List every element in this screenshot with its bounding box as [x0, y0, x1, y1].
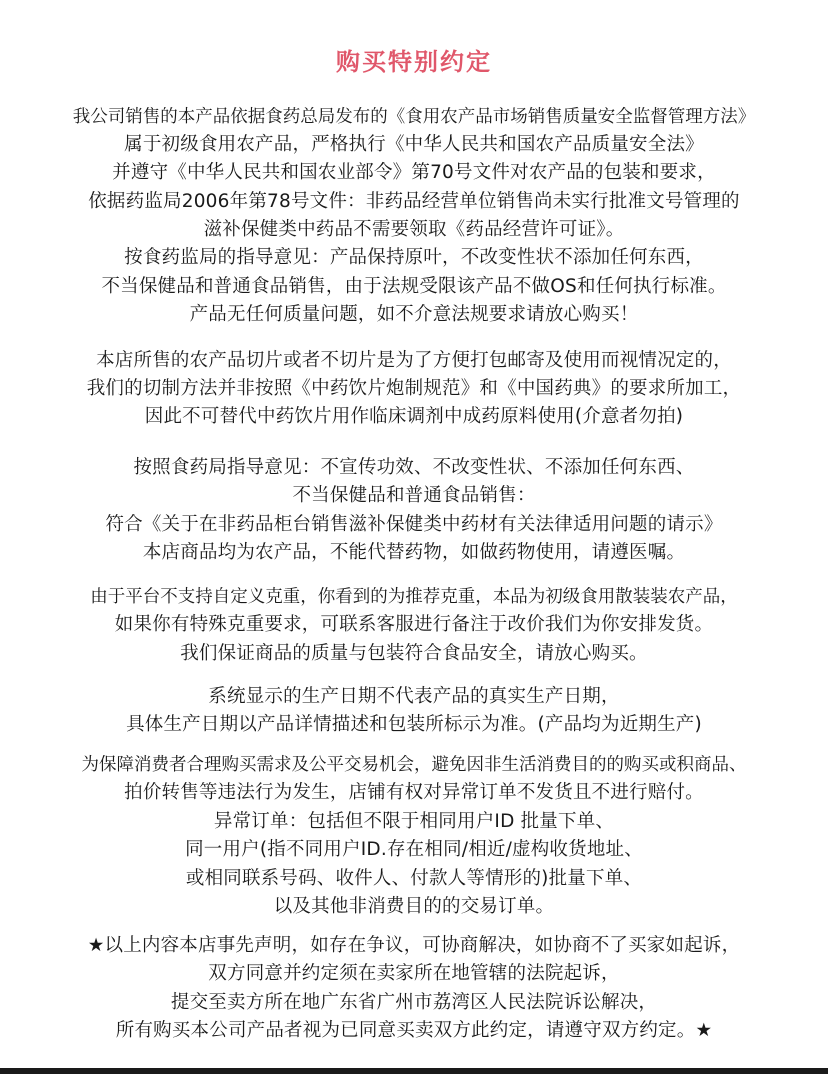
bottom-divider-bar: [0, 1068, 828, 1074]
paragraph-2-line-3: 因此不可替代中药饮片用作临床调剂中成药原料使用(介意者勿拍): [144, 406, 684, 427]
paragraph-6-line-6: 以及其他非消费目的的交易订单。: [273, 896, 555, 917]
paragraph-6-line-4: 同一用户(指不同用户ID.存在相同/相近/虚构收货地址、: [185, 839, 643, 860]
paragraph-1-line-5: 滋补保健类中药品不需要领取《药品经营许可证》。: [203, 219, 625, 240]
paragraph-6-line-1: 为保障消费者合理购买需求及公平交易机会，避免因非生活消费目的的购买或积商品、: [81, 755, 747, 775]
paragraph-6-line-3: 异常订单：包括但不限于相同用户ID 批量下单、: [213, 811, 615, 832]
paragraph-3-line-4: 本店商品均为农产品，不能代替药物，如做药物使用，请遵医嘱。: [142, 542, 686, 563]
paragraph-5-line-1: 系统显示的生产日期不代表产品的真实生产日期，: [208, 686, 620, 707]
paragraph-5-line-2: 具体生产日期以产品详情描述和包装所标示为准。(产品均为近期生产): [126, 714, 702, 735]
paragraph-6-line-5: 或相同联系号码、收件人、付款人等情形的)批量下单、: [185, 868, 643, 889]
paragraph-1-line-2: 属于初级食用农产品，严格执行《中华人民共和国农产品质量安全法》: [124, 134, 704, 155]
paragraph-2-line-2: 我们的切制方法并非按照《中药饮片炮制规范》和《中国药典》的要求所加工，: [86, 378, 742, 399]
paragraph-1-line-1: 我公司销售的本产品依据食药总局发布的《食用农产品市场销售质量安全监督管理方法》: [72, 107, 756, 127]
paragraph-1-line-3: 并遵守《中华人民共和国农业部令》第70号文件对农产品的包装和要求，: [112, 162, 716, 183]
paragraph-1-line-7: 不当保健品和普通食品销售，由于法规受限该产品不做OS和任何执行标准。: [101, 276, 727, 297]
paragraph-1-line-6: 按食药监局的指导意见：产品保持原叶，不改变性状不添加任何东西，: [124, 247, 704, 268]
page-title: 购买特别约定: [336, 48, 492, 76]
paragraph-4-line-3: 我们保证商品的质量与包装符合食品安全，请放心购买。: [180, 643, 648, 664]
paragraph-3-line-1: 按照食药局指导意见：不宣传功效、不改变性状、不添加任何东西、: [133, 457, 695, 478]
paragraph-7-line-2: 双方同意并约定须在卖家所在地管辖的法院起诉，: [208, 963, 620, 984]
paragraph-1-line-8: 产品无任何质量问题，如不介意法规要求请放心购买！: [189, 304, 639, 325]
paragraph-4-line-2: 如果你有特殊克重要求，可联系客服进行备注于改价我们为你安排发货。: [114, 614, 714, 635]
paragraph-7-line-3: 提交至卖方所在地广东省广州市荔湾区人民法院诉讼解决，: [170, 992, 658, 1013]
paragraph-3-line-2: 不当保健品和普通食品销售：: [292, 485, 536, 506]
paragraph-4-line-1: 由于平台不支持自定义克重，你看到的为推荐克重，本品为初级食用散装装农产品，: [90, 587, 738, 607]
paragraph-7-line-1: ★以上内容本店事先声明，如存在争议，可协商解决，如协商不了买家如起诉，: [87, 935, 741, 956]
paragraph-3-line-3: 符合《关于在非药品柜台销售滋补保健类中药材有关法律适用问题的请示》: [105, 514, 723, 535]
paragraph-7-line-4: 所有购买本公司产品者视为已同意买卖双方此约定，请遵守双方约定。★: [115, 1020, 713, 1041]
paragraph-1-line-4: 依据药监局2006年第78号文件：非药品经营单位销售尚未实行批准文号管理的: [88, 191, 740, 212]
paragraph-6-line-2: 拍价转售等违法行为发生，店铺有权对异常订单不发货且不进行赔付。: [124, 782, 704, 803]
paragraph-2-line-1: 本店所售的农产品切片或者不切片是为了方便打包邮寄及使用而视情况定的，: [96, 350, 732, 371]
